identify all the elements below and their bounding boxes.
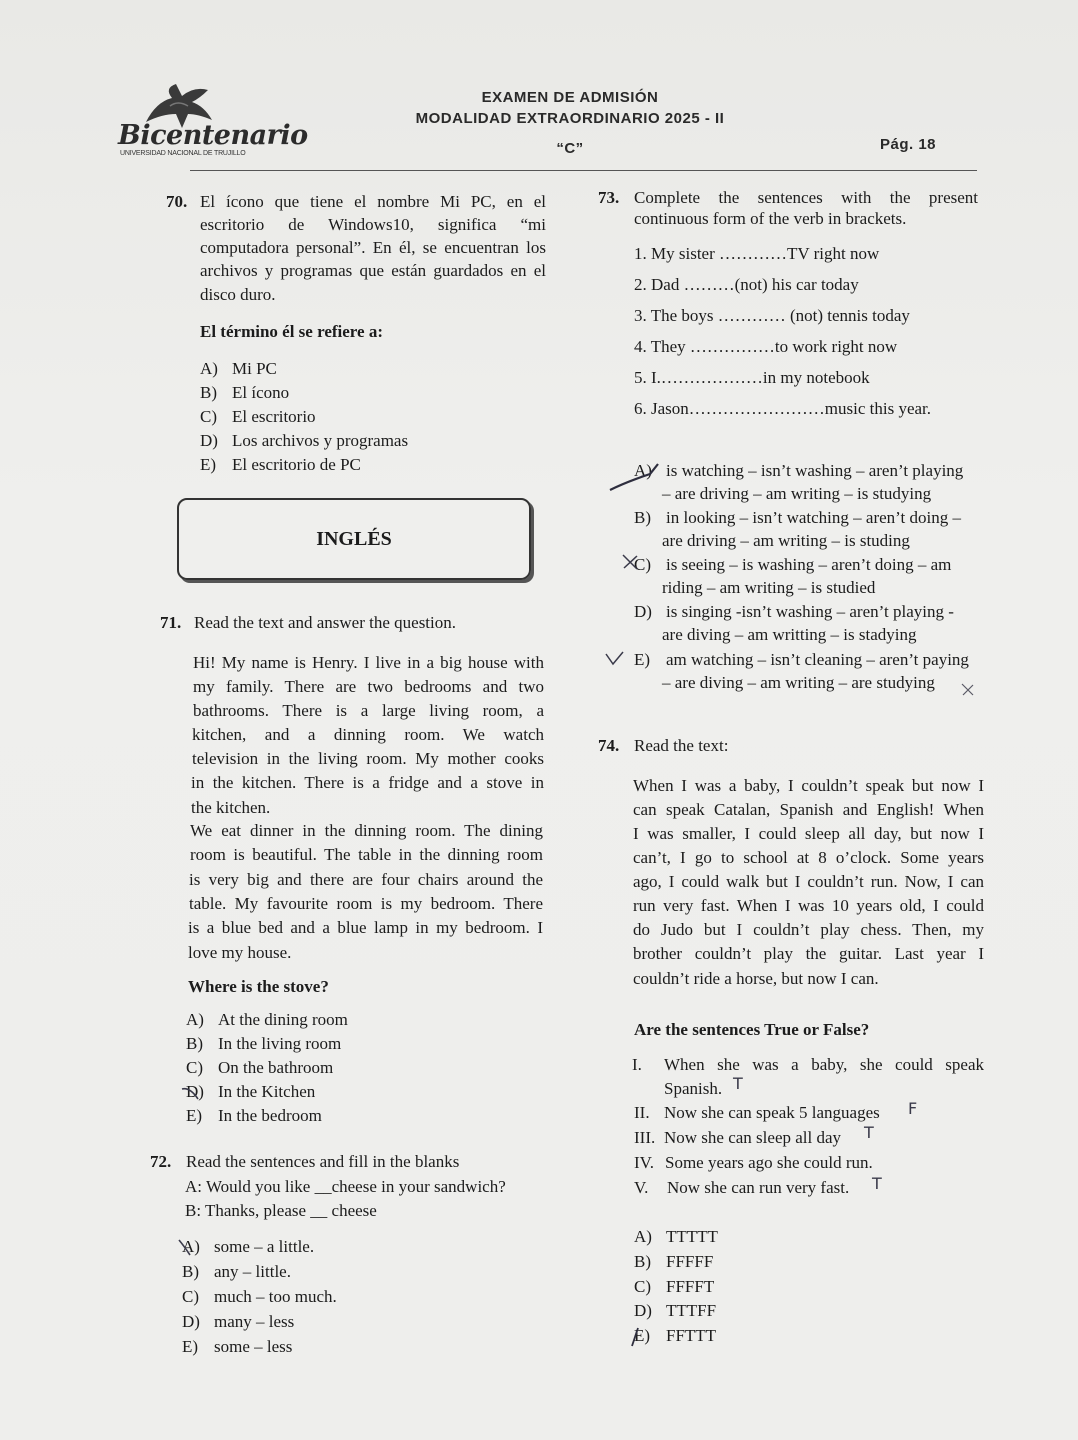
q71-text-line: the kitchen.: [191, 798, 271, 817]
q73-option: D) is singing -isn’t washing – aren’t playing -: [634, 602, 954, 621]
cross-mark-icon: [620, 552, 642, 574]
q72-line-b: B: Thanks, please __ cheese: [185, 1201, 377, 1220]
q71-option: A) At the dining room: [186, 1010, 348, 1029]
q73-instruction: Complete the sentences with the present: [634, 188, 978, 207]
q73-option: C) is seeing – is washing – aren’t doing – am: [634, 555, 952, 574]
q71-text-line: my family. There are two bedrooms and two: [193, 677, 544, 696]
q74-option: C) FFFFT: [634, 1277, 715, 1296]
q74-statement: When she was a baby, she could speak: [664, 1055, 984, 1074]
header-rule: [190, 170, 977, 171]
exam-modality: MODALIDAD EXTRAORDINARIO 2025 - II: [415, 110, 725, 127]
q74-text-line: ago, I could walk but I couldn’t run. Now, I can: [633, 872, 984, 891]
q71-option: C) On the bathroom: [186, 1058, 334, 1077]
q71-text-line: We eat dinner in the dinning room. The dining: [190, 821, 543, 840]
exam-title: EXAMEN DE ADMISIÓN: [481, 89, 659, 106]
q74-statement-num: II.: [634, 1103, 650, 1122]
q74-option: A) TTTTT: [634, 1227, 718, 1246]
q70-option: D) Los archivos y programas: [200, 431, 409, 450]
section-box: [177, 498, 531, 580]
q73-option-cont: riding – am writing – is studied: [662, 578, 876, 597]
answer-mark-icon: [626, 1326, 648, 1350]
q74-text-line: brother couldn’t play the guitar. Last year I: [633, 944, 984, 963]
q74-statement: Now she can run very fast.: [667, 1178, 850, 1197]
q71-text-line: love my house.: [188, 943, 292, 962]
q74-statement-num: III.: [634, 1128, 656, 1147]
q73-item: 5. I.………………in my notebook: [634, 368, 870, 387]
q72-option: E) some – less: [182, 1337, 293, 1356]
logo-university: UNIVERSIDAD NACIONAL DE TRUJILLO: [120, 150, 246, 157]
q73-item: 1. My sister …………TV right now: [634, 244, 880, 263]
q73-item: 2. Dad ………(not) his car today: [634, 275, 859, 294]
q70-line: archivos y programas que están guardados en el: [200, 261, 546, 280]
handwritten-mark: F: [908, 1099, 918, 1118]
q70-question: El término él se refiere a:: [200, 322, 383, 341]
q70-number: 70.: [166, 192, 188, 211]
q73-option: A) is watching – isn’t washing – aren’t playing: [634, 461, 964, 480]
q73-option-cont: are diving – am writting – is stadying: [662, 625, 917, 644]
q72-option: A) some – a little.: [182, 1237, 315, 1256]
q74-statement: Some years ago she could run.: [665, 1153, 873, 1172]
q74-statement-num: IV.: [634, 1153, 654, 1172]
section-title: INGLÉS: [316, 528, 392, 550]
q71-text-line: is very big and there are four chairs around the: [189, 870, 543, 889]
q71-question: Where is the stove?: [188, 977, 329, 996]
q73-number: 73.: [598, 188, 620, 207]
q73-item: 6. Jason……………………music this year.: [634, 399, 932, 418]
q74-text-line: When I was a baby, I couldn’t speak but now I: [633, 776, 984, 795]
q71-number: 71.: [160, 613, 182, 632]
handwritten-mark: T: [864, 1123, 874, 1142]
q73-option: B) in looking – isn’t watching – aren’t doing –: [634, 508, 961, 527]
answer-mark-icon: [606, 458, 666, 498]
q73-option-cont: – are diving – am writing – are studying: [662, 673, 935, 692]
q74-text-line: run very fast. When I was 10 years old, I could: [633, 896, 984, 915]
check-mark-icon: [604, 650, 626, 668]
q71-text-line: kitchen, and a dinning room. We watch: [192, 725, 544, 744]
q72-option: C) much – too much.: [182, 1287, 337, 1306]
q70-option: A) Mi PC: [200, 359, 277, 378]
q71-text-line: in the kitchen. There is a fridge and a stove in: [191, 773, 544, 792]
exam-version: “C”: [556, 140, 584, 157]
q73-option: E) am watching – isn’t cleaning – aren’t paying: [634, 650, 969, 669]
cross-mark-icon: [958, 680, 978, 700]
q74-statement: Now she can speak 5 languages: [664, 1103, 880, 1122]
page-number: Pág. 18: [880, 136, 937, 153]
q73-item: 4. They ……………to work right now: [634, 337, 898, 356]
q70-line: disco duro.: [200, 285, 276, 304]
q70-option: C) El escritorio: [200, 407, 316, 426]
q74-option: D) TTTFF: [634, 1301, 717, 1320]
answer-mark-icon: [176, 1236, 206, 1258]
q74-option: B) FFFFF: [634, 1252, 714, 1271]
q71-text-line: television in the living room. My mother cooks: [192, 749, 544, 768]
q74-question: Are the sentences True or False?: [634, 1020, 870, 1039]
q71-option: B) In the living room: [186, 1034, 342, 1053]
q74-option: E) FFTTT: [634, 1326, 717, 1345]
q74-text-line: can’t, I go to school at 8 o’clock. Some years: [633, 848, 984, 867]
q73-option-cont: – are driving – am writing – is studying: [662, 484, 932, 503]
q73-option-cont: are driving – am writing – is studing: [662, 531, 910, 550]
q74-number: 74.: [598, 736, 620, 755]
q74-statement-cont: Spanish.: [664, 1079, 723, 1098]
q74-statement-num: V.: [634, 1178, 649, 1197]
q70-line: El ícono que tiene el nombre Mi PC, en el: [200, 192, 546, 211]
q71-text-line: bathrooms. There is a large living room, a: [193, 701, 544, 720]
q72-option: B) any – little.: [182, 1262, 291, 1281]
q71-instruction: Read the text and answer the question.: [194, 613, 457, 632]
answer-mark-icon: [180, 1083, 210, 1103]
q71-text-line: Hi! My name is Henry. I live in a big house with: [193, 653, 544, 672]
q72-number: 72.: [150, 1152, 172, 1171]
q72-instruction: Read the sentences and fill in the blanks: [186, 1152, 460, 1171]
q73-item: 3. The boys ………… (not) tennis today: [634, 306, 910, 325]
q71-option: D) In the Kitchen: [186, 1082, 316, 1101]
q71-text-line: room is beautiful. The table in the dinning room: [190, 845, 543, 864]
q70-line: computadora personal”. En él, se encuentran los: [200, 238, 546, 257]
handwritten-mark: T: [872, 1174, 882, 1193]
q74-statement: Now she can sleep all day: [664, 1128, 842, 1147]
q70-line: escritorio de Windows10, significa “mi: [200, 215, 546, 234]
q74-text-line: couldn’t ride a horse, but now I can.: [633, 969, 879, 988]
q74-text-line: I was smaller, I could sleep all day, but now I: [633, 824, 984, 843]
q71-text-line: table. My favourite room is my bedroom. There: [189, 894, 543, 913]
q71-text-line: is a blue bed and a blue lamp in my bedroom. I: [188, 918, 543, 937]
handwritten-mark: T: [733, 1074, 743, 1093]
q70-option: E) El escritorio de PC: [200, 455, 361, 474]
logo-name: Bicentenario: [118, 120, 308, 151]
q72-line-a: A: Would you like __cheese in your sandwich?: [185, 1177, 506, 1196]
q73-instruction: continuous form of the verb in brackets.: [634, 209, 907, 228]
q74-instruction: Read the text:: [634, 736, 729, 755]
q71-option: E) In the bedroom: [186, 1106, 322, 1125]
q72-option: D) many – less: [182, 1312, 295, 1331]
q74-text-line: do Judo but I couldn’t play chess. Then, my: [633, 920, 984, 939]
q70-option: B) El ícono: [200, 383, 290, 402]
q74-text-line: can speak Catalan, Spanish and English! When: [633, 800, 984, 819]
q74-statement-num: I.: [632, 1055, 642, 1074]
